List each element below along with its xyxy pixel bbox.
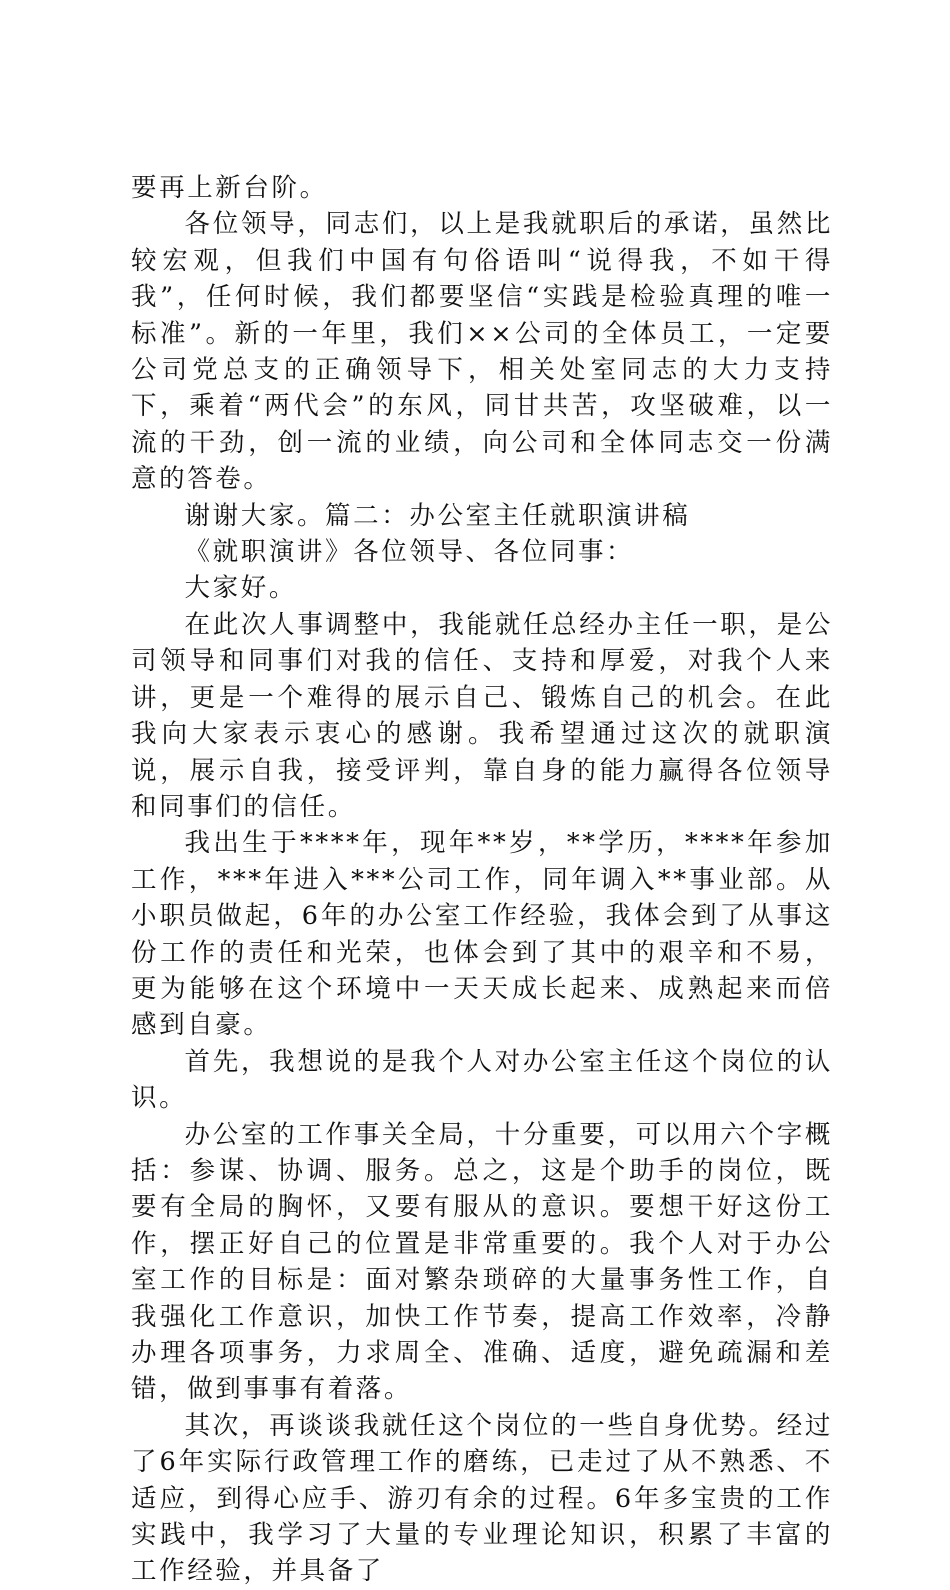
paragraph-first-point: 首先，我想说的是我个人对办公室主任这个岗位的认识。	[131, 1046, 833, 1114]
paragraph-commitment: 各位领导，同志们，以上是我就职后的承诺，虽然比较宏观，但我们中国有句俗语叫“说得我，不如干得我”，任何时候，我们都要坚信“实践是检验真理的唯一标准”。新的一年里，我们××公司的全体员工，一定要公司党总支的正确领导下，相关处室同志的大力支持下，乘着“两代会”的东风，同甘共苦，攻坚破难，以一流的干劲，创一流的业绩，向公司和全体同志交一份满意的答卷。	[131, 209, 833, 495]
paragraph-greeting: 大家好。	[184, 573, 297, 604]
paragraph-speech-salutation: 《就职演讲》各位领导、各位同事：	[184, 537, 635, 568]
paragraph-appointment: 在此次人事调整中，我能就任总经办主任一职，是公司领导和同事们对我的信任、支持和厚爱，对我个人来讲，更是一个难得的展示自己、锻炼自己的机会。在此我向大家表示衷心的感谢。我希望通过这次的就职演说，展示自我，接受评判，靠自身的能力赢得各位领导和同事们的信任。	[131, 609, 833, 822]
paragraph-background: 我出生于****年，现年**岁，**学历，****年参加工作，***年进入***公司工作，同年调入**事业部。从小职员做起，6年的办公室工作经验，我体会到了从事这份工作的责任和光荣，也体会到了其中的艰辛和不易，更为能够在这个环境中一天天成长起来、成熟起来而倍感到自豪。	[131, 828, 833, 1041]
paragraph-continuation: 要再上新台阶。	[131, 173, 328, 203]
paragraph-thanks-section-title: 谢谢大家。篇二：办公室主任就职演讲稿	[184, 500, 691, 531]
document-body	[131, 170, 833, 1590]
paragraph-office-role: 办公室的工作事关全局，十分重要，可以用六个字概括：参谋、协调、服务。总之，这是个助手的岗位，既要有全局的胸怀，又要有服从的意识。要想干好这份工作，摆正好自己的位置是非常重要的。我个人对于办公室工作的目标是：面对繁杂琐碎的大量事务性工作，自我强化工作意识，加快工作节奏，提高工作效率，冷静办理各项事务，力求周全、准确、适度，避免疏漏和差错，做到事事有着落。	[131, 1119, 833, 1405]
paragraph-strengths: 其次，再谈谈我就任这个岗位的一些自身优势。经过了6年实际行政管理工作的磨练，已走过了从不熟悉、不适应，到得心应手、游刃有余的过程。6年多宝贵的工作实践中，我学习了大量的专业理论知识，积累了丰富的工作经验，并具备了	[131, 1410, 833, 1587]
